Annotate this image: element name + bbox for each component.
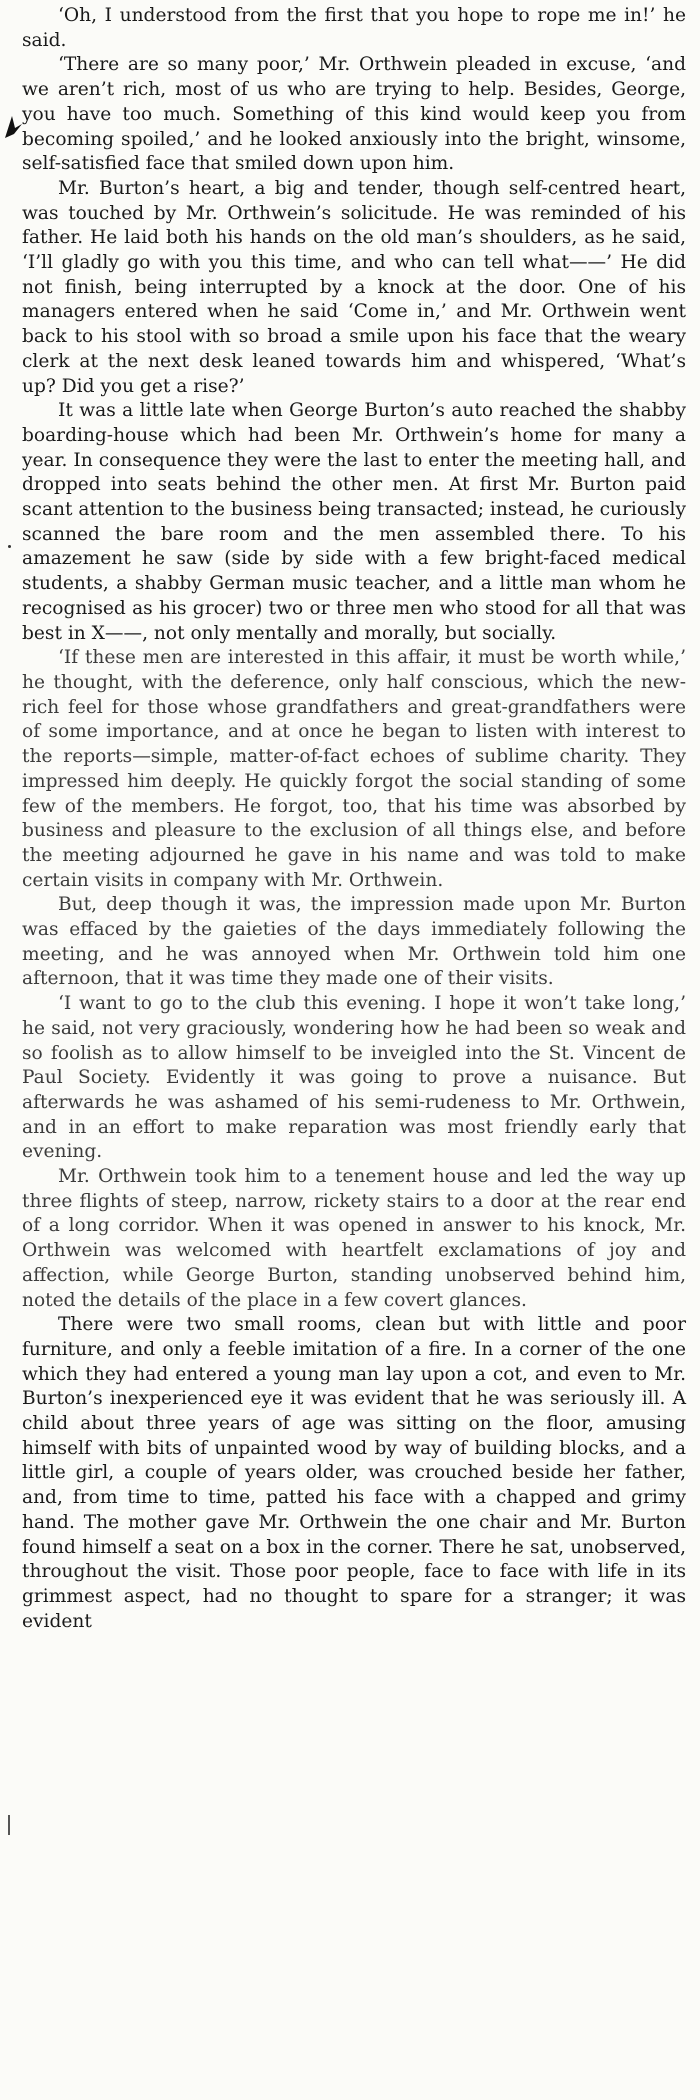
margin-dot-mark (8, 545, 11, 548)
paragraph-5: ‘If these men are interested in this affair, it must be worth while,’ he thought, with the deference, only half conscious, which the new-rich feel for those whose grandfathers and great-grandfathers were of some importance, and at once he began to listen with interest to the reports—simple, matter-of-fact echoes of sublime charity. They impressed him deeply. He quickly forgot the social standing of some few of the members. He forgot, too, that his time was absorbed by business and pleasure to the exclusion of all things else, and before the meeting adjourned he gave in his name and was told to make certain visits in company with Mr. Orthwein. (22, 647, 686, 891)
paragraph-7: ‘I want to go to the club this evening. I hope it won’t take long,’ he said, not very graciously, wondering how he had been so weak and so foolish as to allow himself to be inveigled into the St. Vincent de Paul Society. Evidently it was going to prove a nuisance. But afterwards he was ashamed of his semi-rudeness to Mr. Orthwein, and in an effort to make reparation was most friendly early that evening. (22, 993, 686, 1163)
paragraph-1: ‘Oh, I understood from the first that you hope to rope me in!’ he said. (22, 5, 686, 51)
paragraph-3: Mr. Burton’s heart, a big and tender, though self-centred heart, was touched by Mr. Orthwein’s solicitude. He was reminded of his father. He laid both his hands on the old man’s shoulders, as he said, ‘I’ll gladly go with you this time, and who can tell what——’ He did not finish, being interrupted by a knock at the door. One of his managers entered when he said ‘Come in,’ and Mr. Orthwein went back to his stool with so broad a smile upon his face that the weary clerk at the next desk leaned towards him and whispered, ‘What’s up? Did you get a rise?’ (22, 177, 686, 397)
paragraph-6: But, deep though it was, the impression made upon Mr. Burton was effaced by the gaieties of the days immediately following the meeting, and he was annoyed when Mr. Orthwein told him one afternoon, that it was time they made one of their visits. (22, 894, 686, 990)
paragraph-8: Mr. Orthwein took him to a tenement house and led the way up three flights of steep, narrow, rickety stairs to a door at the rear end of a long corridor. When it was opened in answer to his knock, Mr. Orthwein was welcomed with heartfelt exclamations of joy and affection, while George Burton, standing unobserved behind him, noted the details of the place in a few covert glances. (22, 1166, 686, 1311)
text-column (22, 4, 686, 1634)
paragraph-2: ‘There are so many poor,’ Mr. Orthwein pleaded in excuse, ‘and we aren’t rich, most of us who are trying to help. Besides, George, you have too much. Something of this kind would keep you from becoming spoiled,’ and he looked anxiously into the bright, winsome, self-satisfied face that smiled down upon him. (22, 54, 686, 175)
paragraph-4: It was a little late when George Burton’s auto reached the shabby boarding-house which had been Mr. Orthwein’s home for many a year. In consequence they were the last to enter the meeting hall, and dropped into seats behind the other men. At first Mr. Burton paid scant attention to the business being transacted; instead, he curiously scanned the bare room and the men assembled there. To his amazement he saw (side by side with a few bright-faced medical students, a shabby German music teacher, and a little man whom he recognised as his grocer) two or three men who stood for all that was best in X——, not only mentally and morally, but socially. (22, 400, 686, 644)
paragraph-9: There were two small rooms, clean but with little and poor furniture, and only a feeble imitation of a fire. In a corner of the one which they had entered a young man lay upon a cot, and even to Mr. Burton’s inexperienced eye it was evident that he was seriously ill. A child about three years of age was sitting on the floor, amusing himself with bits of unpainted wood by way of building blocks, and a little girl, a couple of years older, was crouched beside her father, and, from time to time, patted his face with a chapped and grimy hand. The mother gave Mr. Orthwein the one chair and Mr. Burton found himself a seat on a box in the corner. There he sat, unobserved, throughout the visit. Those poor people, face to face with life in its grimmest aspect, had no thought to spare for a stranger; it was evident (22, 1314, 686, 1632)
margin-tick-mark (8, 1815, 10, 1835)
margin-arrow-mark (2, 112, 24, 142)
